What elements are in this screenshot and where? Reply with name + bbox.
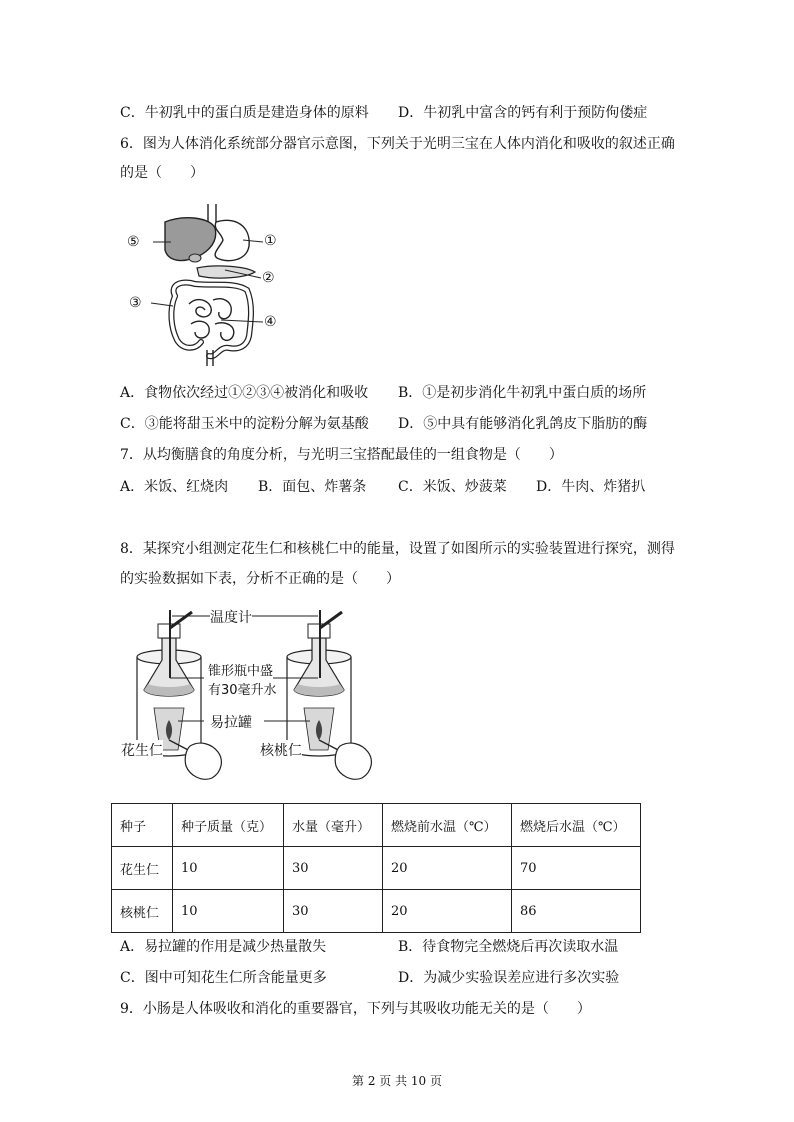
q8-option-d: D．为减少实验误差应进行多次实验: [398, 970, 620, 986]
table-header-cell: 水量（毫升）: [284, 804, 383, 847]
q6-option-b: B．①是初步消化牛初乳中蛋白质的场所: [398, 385, 647, 401]
table-header-cell: 种子: [112, 804, 173, 847]
table-header-row: [112, 804, 641, 847]
organ-label-1: ①: [264, 233, 277, 249]
table-cell: 30: [284, 847, 383, 890]
table-cell: 花生仁: [112, 847, 173, 890]
q5-option-c: C．牛初乳中的蛋白质是建造身体的原料: [120, 105, 369, 121]
q6-option-d: D．⑤中具有能够消化乳鸽皮下脂肪的酶: [398, 416, 648, 432]
table-row: [112, 847, 641, 890]
q5-option-d: D．牛初乳中富含的钙有利于预防佝偻症: [398, 105, 648, 121]
table-header-cell: 燃烧前水温（℃）: [383, 804, 512, 847]
table-cell: 10: [173, 847, 284, 890]
table-header-cell: 种子质量（克）: [173, 804, 284, 847]
q7-option-a: A．米饭、红烧肉: [120, 479, 229, 495]
table-cell: 10: [173, 890, 284, 933]
peanut-label: 花生仁: [121, 740, 163, 760]
table-cell: 86: [512, 890, 641, 933]
q9-stem: 9．小肠是人体吸收和消化的重要器官，下列与其吸收功能无关的是（ ）: [120, 1001, 591, 1017]
q6-option-c: C．③能将甜玉米中的淀粉分解为氨基酸: [120, 416, 369, 432]
q7-option-c: C．米饭、炒菠菜: [398, 479, 507, 495]
q6-stem-line1: 6．图为人体消化系统部分器官示意图，下列关于光明三宝在人体内消化和吸收的叙述正确: [120, 136, 675, 152]
table-cell: 20: [383, 847, 512, 890]
organ-label-5: ⑤: [127, 234, 140, 250]
digestive-system-diagram: [125, 200, 295, 370]
q8-option-b: B．待食物完全燃烧后再次读取水温: [398, 939, 619, 955]
q6-option-a: A．食物依次经过①②③④被消化和吸收: [120, 385, 369, 401]
table-cell: 70: [512, 847, 641, 890]
table-row: [112, 890, 641, 933]
q8-stem-line1: 8．某探究小组测定花生仁和核桃仁中的能量，设置了如图所示的实验装置进行探究，测得: [120, 541, 675, 557]
flask-label-line1: 锥形瓶中盛: [208, 660, 273, 679]
q8-stem-line2: 的实验数据如下表，分析不正确的是（ ）: [120, 571, 400, 587]
organ-label-2: ②: [262, 270, 275, 286]
table-cell: 20: [383, 890, 512, 933]
walnut-label: 核桃仁: [260, 740, 302, 760]
thermometer-label: 温度计: [210, 607, 252, 627]
q7-stem: 7．从均衡膳食的角度分析，与光明三宝搭配最佳的一组食物是（ ）: [120, 447, 563, 463]
q6-stem-line2: 的是（ ）: [120, 165, 204, 181]
organ-label-4: ④: [264, 314, 277, 330]
calorimeter-apparatus-figure: [114, 600, 434, 790]
page-footer: 第 2 页 共 10 页: [352, 1074, 442, 1088]
table-cell: 30: [284, 890, 383, 933]
q7-option-b: B．面包、炸薯条: [258, 479, 367, 495]
table-header-cell: 燃烧后水温（℃）: [512, 804, 641, 847]
q8-option-a: A．易拉罐的作用是减少热量散失: [120, 939, 327, 955]
q8-option-c: C．图中可知花生仁所含能量更多: [120, 970, 327, 986]
q7-option-d: D．牛肉、炸猪扒: [536, 479, 646, 495]
organ-label-3: ③: [129, 295, 142, 311]
can-label: 易拉罐: [210, 712, 252, 732]
experiment-data-table: [111, 803, 641, 933]
flask-label-line2: 有30毫升水: [208, 679, 277, 698]
table-cell: 核桃仁: [112, 890, 173, 933]
